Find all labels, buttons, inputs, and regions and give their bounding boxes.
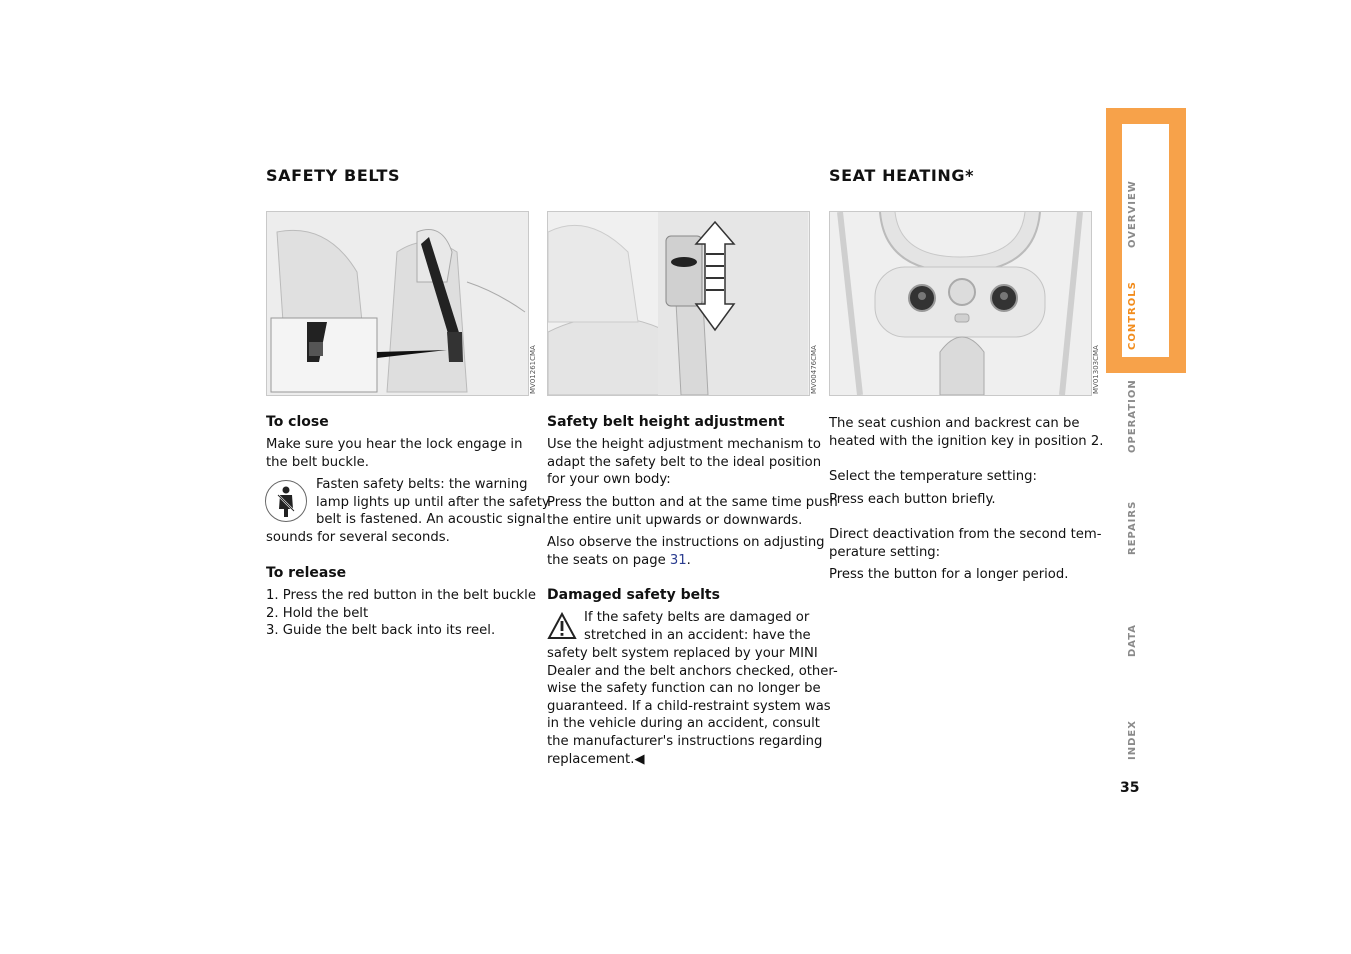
text-line: Direct deactivation from the second tem-	[829, 527, 1102, 542]
figure-code-middle: MV00476CMA	[810, 345, 818, 394]
seatbelt-warning-icon	[265, 480, 307, 522]
text-line: safety belt system replaced by your MINI	[547, 646, 818, 661]
text-line: Press the button and at the same time push	[547, 495, 838, 510]
text-line: If the safety belts are damaged or	[584, 610, 810, 625]
height-adjuster-illustration	[548, 212, 809, 395]
tab-repairs[interactable]: REPAIRS	[1127, 500, 1138, 555]
seat-heating-para-4	[829, 526, 1102, 561]
seatbelt-warning-note	[316, 476, 550, 529]
text-line: adapt the safety belt to the ideal position	[547, 454, 822, 470]
seat-heating-para-2: Select the temperature setting:	[829, 469, 1037, 484]
to-release-title: To release	[266, 565, 347, 581]
height-adjust-title: Safety belt height adjustment	[547, 414, 785, 430]
tab-controls[interactable]: CONTROLS	[1127, 281, 1138, 350]
page-31-link[interactable]: 31	[669, 552, 687, 568]
note-line: lamp lights up until after the safety	[316, 494, 550, 510]
belt-height-adjust-figure	[547, 211, 810, 396]
tab-operation[interactable]: OPERATION	[1127, 379, 1138, 453]
text-line: perature setting:	[829, 544, 941, 560]
seat-heating-heading: SEAT HEATING*	[829, 166, 975, 185]
seat-heating-buttons-illustration	[830, 212, 1091, 395]
tab-data[interactable]: DATA	[1127, 623, 1138, 657]
text-line: Also observe the instructions on adjusting	[547, 535, 825, 550]
height-adjust-text-1	[547, 436, 821, 489]
height-adjust-text-3	[547, 534, 825, 569]
text-line: the manufacturer's instructions regarding	[547, 733, 823, 749]
list-item: 3. Guide the belt back into its reel.	[266, 623, 496, 639]
text-line: the entire unit upwards or downwards.	[547, 512, 803, 528]
to-close-title: To close	[266, 414, 329, 430]
figure-code-left: MV01261CMA	[529, 345, 537, 394]
text-line: guaranteed. If a child-restraint system was	[547, 698, 831, 714]
seat-heating-para-3: Press each button briefly.	[829, 492, 996, 507]
release-steps-list	[266, 587, 536, 640]
list-item: 2. Hold the belt	[266, 605, 369, 621]
seat-belt-illustration	[267, 212, 528, 395]
safety-belt-buckle-figure	[266, 211, 529, 396]
list-item: 1. Press the red button in the belt buckle	[266, 588, 536, 603]
seat-heating-figure	[829, 211, 1092, 396]
note-line: belt is fastened. An acoustic signal	[316, 512, 546, 528]
figure-code-right: MV01303CMA	[1092, 345, 1100, 394]
text-line: The seat cushion and backrest can be	[829, 416, 1080, 431]
text-line: wise the safety function can no longer be	[547, 681, 821, 697]
seat-heating-para-5: Press the button for a longer period.	[829, 567, 1069, 582]
tab-overview[interactable]: OVERVIEW	[1127, 180, 1138, 248]
safety-belts-heading: SAFETY BELTS	[266, 166, 401, 185]
section-tab-highlight	[1106, 108, 1186, 373]
text-line: Dealer and the belt anchors checked, other-	[547, 663, 838, 679]
text-line: for your own body:	[547, 472, 671, 488]
text-line: in the vehicle during an accident, consult	[547, 716, 820, 732]
tab-index[interactable]: INDEX	[1127, 720, 1138, 760]
page-number: 35	[1120, 780, 1140, 796]
note-tail: sounds for several seconds.	[266, 530, 450, 545]
height-adjust-text-2	[547, 494, 838, 529]
text-line: replacement.◀	[547, 751, 645, 767]
damaged-warning-lines	[584, 609, 811, 644]
page-ref-prefix: the seats on page	[547, 552, 670, 568]
page-ref-suffix: .	[686, 552, 691, 568]
note-line: Fasten safety belts: the warning	[316, 477, 528, 492]
text-line: Use the height adjustment mechanism to	[547, 437, 821, 452]
seat-heating-para-1	[829, 415, 1103, 450]
text-line	[547, 552, 825, 570]
text-line: stretched in an accident: have the	[584, 627, 811, 643]
warning-triangle-icon	[547, 612, 577, 640]
damaged-text	[547, 645, 838, 768]
text-line: heated with the ignition key in position 2.	[829, 433, 1104, 449]
to-close-text: Make sure you hear the lock engage in the belt buckle.	[266, 437, 523, 470]
damaged-belts-title: Damaged safety belts	[547, 587, 720, 603]
